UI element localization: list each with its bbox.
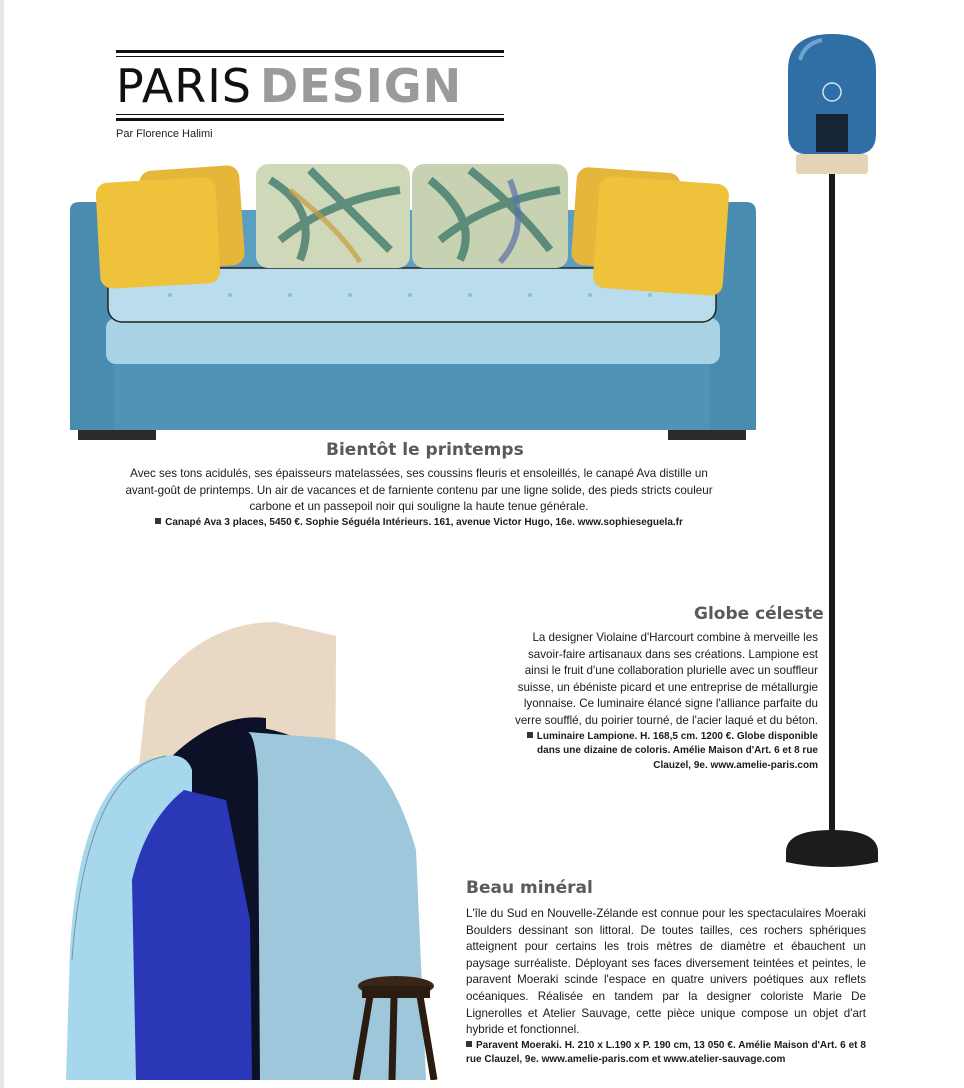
paravent-image bbox=[66, 620, 466, 1080]
screen-credit: Paravent Moeraki. H. 210 x L.190 x P. 190 cm, 13 050 €. Amélie Maison d'Art. 6 et 8 rue Clauzel, 9e. www.amelie-paris.com et www.atelier-sauvage.com bbox=[466, 1039, 866, 1066]
bullet-square-icon bbox=[527, 732, 533, 738]
page-edge bbox=[0, 0, 4, 1088]
screen-body: L'île du Sud en Nouvelle-Zélande est connue pour les spectaculaires Moeraki Boulders dessinant son littoral. De toutes tailles, ces rochers sphériques atteignent pour certains les trois mètres de diamètre et ébauchent un paysage surréaliste. Déployant ses faces diversement teintées et peintes, le paravent Moeraki scinde l'espace en quatre univers poétiques aux reflets océaniques. Réalisée en tandem par la designer coloriste Marie De Lignerolles et Atelier Sauvage, cette pièce unique compose un objet d'art hybride et fonctionnel. bbox=[466, 907, 866, 1037]
sofa-credit-line bbox=[124, 516, 714, 531]
lamp-heading: Globe céleste bbox=[694, 604, 824, 624]
masthead-design: DESIGN bbox=[260, 59, 463, 113]
yellow-cushion-right bbox=[592, 176, 729, 297]
sofa-heading: Bientôt le printemps bbox=[326, 440, 524, 460]
lamp-socket bbox=[816, 114, 848, 152]
lamp-wood-base bbox=[796, 154, 868, 174]
byline: Par Florence Halimi bbox=[116, 128, 213, 140]
masthead-title bbox=[116, 58, 516, 114]
sofa-credit: Canapé Ava 3 places, 5450 €. Sophie Séguéla Intérieurs. 161, avenue Victor Hugo, 16e. www.sophieseguela.fr bbox=[165, 516, 683, 528]
yellow-cushion-left bbox=[95, 177, 220, 289]
sofa-article bbox=[124, 466, 714, 530]
screen-article bbox=[466, 906, 866, 1068]
sofa-body: Avec ses tons acidulés, ses épaisseurs matelassées, ses coussins fleuris et ensoleillés, le canapé Ava distille un avant-goût de printemps. Un air de vacances et de farniente contenu par une ligne solide, des pieds stricts couleur carbone et un passepoil noir qui souligne la haute tenue générale. bbox=[125, 467, 713, 514]
sofa-base bbox=[74, 356, 750, 430]
lamp-pole bbox=[829, 174, 835, 832]
masthead-rule-bottom-thin bbox=[116, 114, 504, 115]
screen-heading: Beau minéral bbox=[466, 878, 593, 898]
screen-credit-line bbox=[466, 1039, 866, 1068]
paravent-panel-light-blue bbox=[248, 732, 426, 1080]
lamp-credit-line bbox=[512, 730, 818, 774]
masthead-rule-bottom bbox=[116, 118, 504, 121]
masthead-rule-top-thin bbox=[116, 56, 504, 57]
bullet-square-icon bbox=[155, 518, 161, 524]
sofa-image bbox=[60, 150, 770, 450]
masthead-paris: PARIS bbox=[116, 59, 252, 113]
bullet-square-icon bbox=[466, 1041, 472, 1047]
lamp-credit: Luminaire Lampione. H. 168,5 cm. 1200 €. Globe disponible dans une dizaine de coloris. Amélie Maison d'Art. 6 et 8 rue Clauzel, 9e. www.amelie-paris.com bbox=[536, 730, 818, 771]
lamp-article bbox=[512, 630, 818, 773]
lamp-foot bbox=[786, 830, 878, 867]
masthead-rule-top bbox=[116, 50, 504, 53]
lamp-body: La designer Violaine d'Harcourt combine à merveille les savoir-faire artisanaux dans ses créations. Lampione est ainsi le fruit d'une collaboration plurielle avec un souffleur suisse, un ébéniste picard et une entreprise de métallurgie lyonnaise. Ce luminaire élancé signe l'alliance parfaite du verre soufflé, du poirier tourné, de l'acier laqué et du béton. bbox=[515, 631, 818, 727]
sofa-seat-lower bbox=[106, 318, 720, 364]
